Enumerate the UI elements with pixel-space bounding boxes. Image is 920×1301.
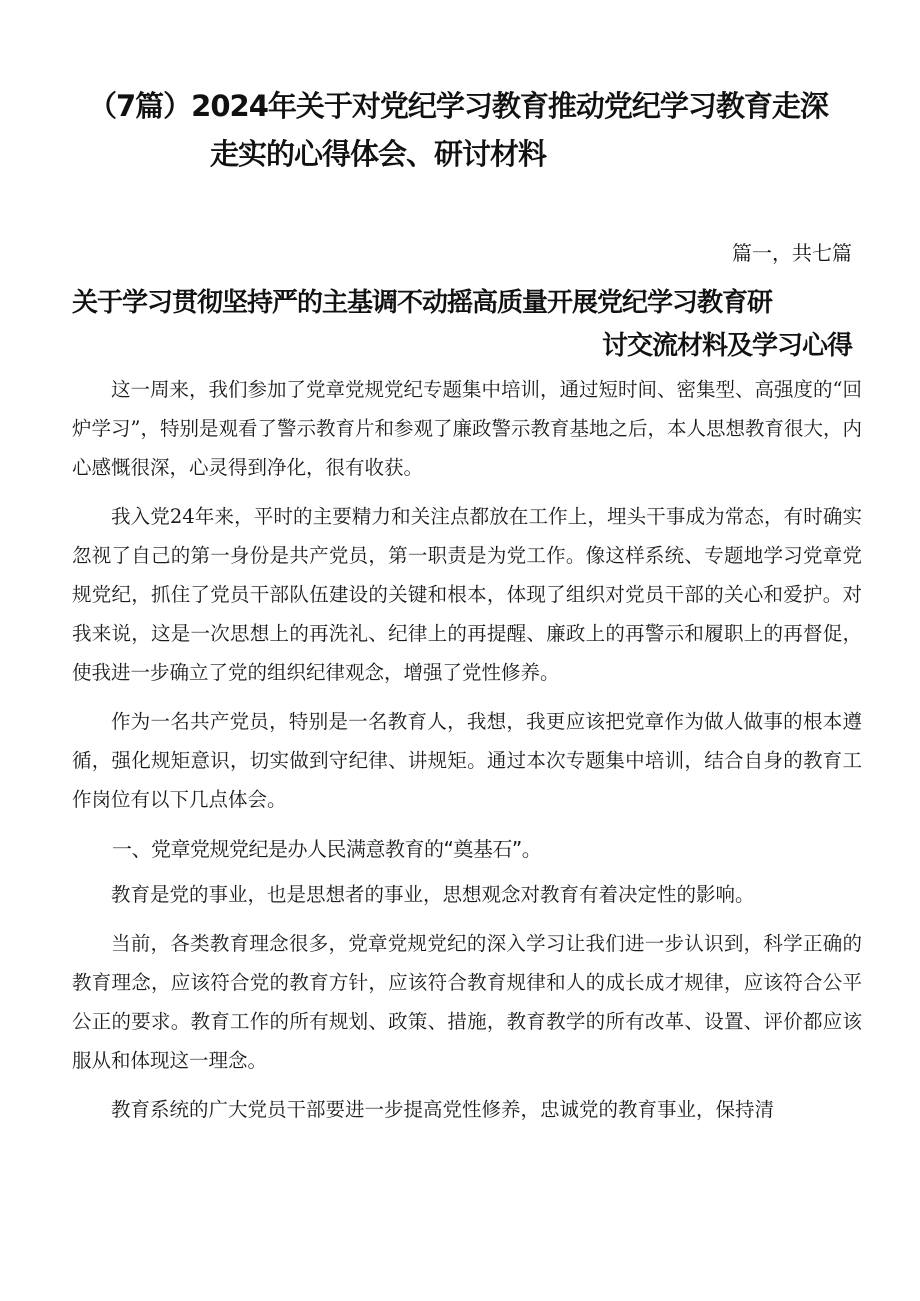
paragraph: 教育是党的事业，也是思想者的事业，思想观念对教育有着决定性的影响。 <box>111 883 755 906</box>
paragraph: 我入党24年来，平时的主要精力和关注点都放在工作上，埋头干事成为常态，有时确实忽视了自己的第一身份是共产党员，第一职责是为党工作。像这样系统、专题地学习党章党规党纪，抓住了党员干部队伍建设的关键和根本，体现了组织对党员干部的关心和爱护。对我来说，这是一次思想上的再洗礼、纪律上的再提醒、廉政上的再警示和履职上的再督促，使我进一步确立了党的组织纪律观念，增强了党性修养。 <box>72 505 862 684</box>
paragraph: 这一周来，我们参加了党章党规党纪专题集中培训，通过短时间、密集型、高强度的“回炉学习”，特别是观看了警示教育片和参观了廉政警示教育基地之后，本人思想教育很大，内心感慨很深，心灵得到净化，很有收获。 <box>72 378 862 479</box>
document-title-line-1: （7篇）2024年关于对党纪学习教育推动党纪学习教育走深 <box>88 89 828 123</box>
document-title <box>88 82 878 178</box>
article-body <box>72 370 862 1139</box>
article-title-line-2: 讨交流材料及学习心得 <box>601 331 852 361</box>
paragraph: 作为一名共产党员，特别是一名教育人，我想，我更应该把党章作为做人做事的根本遵循，强化规矩意识，切实做到守纪律、讲规矩。通过本次专题集中培训，结合自身的教育工作岗位有以下几点体会。 <box>72 710 862 811</box>
section-heading: 一、党章党规党纪是办人民满意教育的“奠基石”。 <box>112 837 542 861</box>
paragraph: 当前，各类教育理念很多，党章党规党纪的深入学习让我们进一步认识到，科学正确的教育理念，应该符合党的教育方针，应该符合教育规律和人的成长成才规律，应该符合公平公正的要求。教育工作的所有规划、政策、措施，教育教学的所有改革、设置、评价都应该服从和体现这一理念。 <box>72 932 862 1072</box>
article-title <box>72 282 852 368</box>
part-label: 篇一，共七篇 <box>732 241 852 265</box>
paragraph: 教育系统的广大党员干部要进一步提高党性修养，忠诚党的教育事业，保持清 <box>111 1098 775 1121</box>
article-title-line-1: 关于学习贯彻坚持严的主基调不动摇高质量开展党纪学习教育研 <box>72 288 773 318</box>
document-title-line-2: 走实的心得体会、研讨材料 <box>210 137 547 171</box>
